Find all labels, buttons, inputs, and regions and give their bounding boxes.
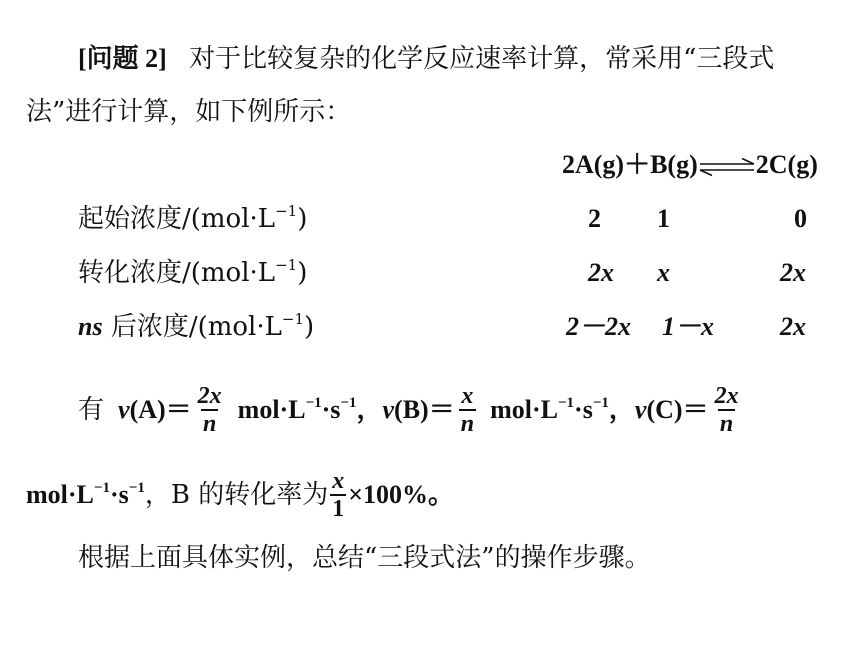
row-final-a: 2－2x — [566, 312, 632, 341]
rate-a-label: v(A)＝ — [118, 395, 192, 424]
rate-c-label: v(C)＝ — [634, 395, 709, 424]
rates-prefix: 有 — [78, 395, 105, 425]
row-final-c: 2x — [780, 312, 806, 341]
rates-line — [78, 380, 745, 440]
problem-tag: [问题 2] — [78, 44, 167, 73]
task-prompt: 根据上面具体实例，总结“三段式法”的操作步骤。 — [78, 543, 651, 573]
reaction-equation — [562, 150, 818, 180]
row-initial-label: 起始浓度$/(mol\cdot L^{-1})$ — [78, 202, 308, 234]
row-final-b: 1－x — [662, 312, 715, 341]
row-initial-a: 2 — [588, 204, 601, 233]
conversion-line — [26, 465, 454, 525]
rate-c-fraction: $\frac{2x}{n}$ — [714, 383, 739, 437]
conversion-fraction: $\frac{x}{1}$ — [332, 468, 345, 522]
problem-intro-1: 对于比较复杂的化学反应速率计算，常采用“三段式 — [189, 44, 775, 74]
row-initial-b: 1 — [657, 204, 670, 233]
row-change-b: x — [657, 258, 670, 287]
rate-a-unit: $mol\cdot L^{-1}\cdot s^{-1}$， — [237, 395, 383, 424]
conversion-tail: ×100%。 — [348, 480, 455, 509]
rate-b-unit: $mol\cdot L^{-1}\cdot s^{-1}$， — [490, 395, 635, 424]
equation-right: 2C(g) — [755, 150, 818, 179]
rate-b-label: v(B)＝ — [382, 395, 455, 424]
problem-first-line — [78, 44, 774, 74]
row-initial-c: 0 — [794, 204, 807, 233]
conversion-text: ，B 的转化率为 — [144, 480, 329, 510]
rate-c-unit: $mol\cdot L^{-1}\cdot s^{-1}$ — [26, 480, 145, 509]
problem-intro-2: 法”进行计算，如下例所示： — [26, 97, 352, 127]
row-change-label: 转化浓度$/(mol\cdot L^{-1})$ — [78, 256, 308, 288]
equilibrium-arrow-icon — [698, 157, 756, 177]
row-change-a: 2x — [588, 258, 614, 287]
rate-a-fraction: $\frac{2x}{n}$ — [197, 383, 222, 437]
row-final-label: ns 后浓度$/(mol\cdot L^{-1})$ — [78, 310, 315, 342]
rate-b-fraction: $\frac{x}{n}$ — [460, 383, 475, 437]
equation-left: 2A(g)＋B(g) — [562, 150, 698, 179]
row-change-c: 2x — [780, 258, 806, 287]
